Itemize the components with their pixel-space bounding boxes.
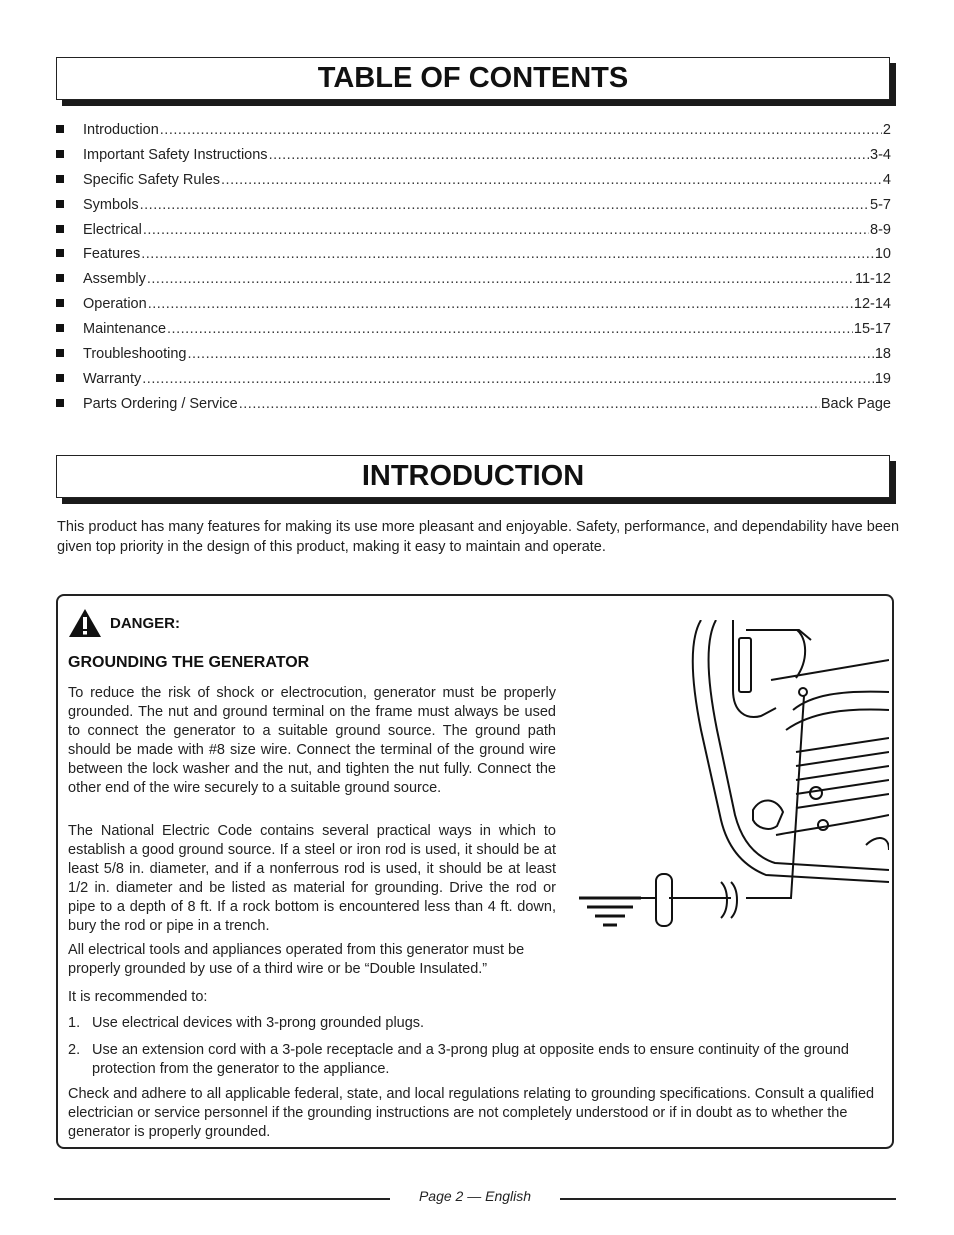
toc-page: 11-12	[854, 271, 891, 288]
toc-entry-operation[interactable]	[56, 296, 891, 321]
bullet-icon	[56, 349, 64, 357]
toc-entry-symbols[interactable]	[56, 197, 891, 222]
dot-leader	[239, 396, 820, 412]
dot-leader	[221, 172, 882, 188]
toc-entry-safety-rules[interactable]	[56, 172, 891, 197]
toc-entry-electrical[interactable]	[56, 222, 891, 247]
toc-page: 5-7	[870, 196, 891, 213]
toc-page: 8-9	[870, 221, 891, 238]
bullet-icon	[56, 274, 64, 282]
bullet-icon	[56, 150, 64, 158]
footer-rule-left	[54, 1198, 390, 1200]
dot-leader	[148, 296, 853, 312]
item-number: 1.	[68, 1015, 81, 1031]
item-text: Use an extension cord with a 3-pole receptacle and a 3-prong plug at opposite ends to ensure continuity of the ground protection from the generator to the appliance.	[92, 1042, 849, 1077]
toc-label: Operation	[83, 296, 147, 313]
page-footer: Page 2 — English	[418, 1188, 532, 1204]
toc-entry-assembly[interactable]	[56, 271, 891, 296]
dot-leader	[147, 271, 854, 287]
toc-label: Assembly	[83, 271, 146, 288]
toc-page: 10	[874, 246, 891, 263]
toc-page: 15-17	[853, 321, 891, 338]
toc-page: 2	[882, 122, 891, 138]
grounding-paragraph-1: To reduce the risk of shock or electrocution, generator must be properly grounded. The nut and ground terminal on the frame must always be used to connect the generator to a suitable ground source. The ground path should be made with #8 size wire. Connect the terminal of the ground wire between the lock washer and the nut, and tighten the nut fully. Connect the other end of the wire securely to a suitable ground source.	[68, 685, 556, 796]
toc-label: Features	[83, 246, 141, 263]
introduction-heading: INTRODUCTION	[56, 455, 890, 498]
toc-heading: TABLE OF CONTENTS	[56, 57, 890, 100]
grounding-title: GROUNDING THE GENERATOR	[68, 654, 310, 671]
danger-header	[68, 608, 180, 638]
introduction-text: This product has many features for making its use more pleasant and enjoyable. Safety, performance, and dependability have been given top priority in the design of this product, making it easy to maintain and operate.	[57, 519, 900, 555]
toc-label: Parts Ordering / Service	[83, 395, 238, 412]
grounding-paragraph-2: The National Electric Code contains several practical ways in which to establish a good ground source. If a steel or iron rod is used, it should be at least 5/8 in. diameter, and if a nonferrous rod is used, it should be at least 1/2 in. diameter and be listed as material for grounding. Drive the rod or pipe to a depth of 8 ft. If a rock bottom is encountered less than 4 ft. down, bury the rod or pipe in a trench.	[68, 823, 556, 934]
toc-label: Specific Safety Rules	[83, 171, 221, 188]
bullet-icon	[56, 399, 64, 407]
toc-page: Back Page	[820, 395, 891, 412]
warning-triangle-icon	[68, 608, 102, 638]
toc-list	[56, 122, 891, 421]
toc-page: 12-14	[853, 296, 891, 313]
dot-leader	[142, 371, 874, 387]
toc-entry-introduction[interactable]	[56, 122, 891, 147]
bullet-icon	[56, 299, 64, 307]
grounding-paragraph-4: It is recommended to:	[68, 989, 208, 1005]
toc-label: Symbols	[83, 196, 139, 213]
dot-leader	[167, 321, 853, 337]
item-text: Use electrical devices with 3-prong grounded plugs.	[92, 1015, 425, 1031]
toc-page: 3-4	[870, 146, 891, 163]
dot-leader	[143, 222, 869, 238]
toc-page: 4	[882, 171, 891, 188]
bullet-icon	[56, 175, 64, 183]
bullet-icon	[56, 125, 64, 133]
toc-entry-safety-instructions[interactable]	[56, 147, 891, 172]
bullet-icon	[56, 374, 64, 382]
dot-leader	[141, 246, 874, 262]
toc-label: Important Safety Instructions	[83, 146, 268, 163]
danger-box	[56, 594, 894, 1149]
dot-leader	[187, 346, 873, 362]
generator-grounding-illustration	[571, 620, 889, 932]
recommendation-item	[68, 1041, 878, 1079]
toc-label: Electrical	[83, 221, 142, 238]
toc-label: Maintenance	[83, 321, 167, 338]
toc-entry-maintenance[interactable]	[56, 321, 891, 346]
dot-leader	[269, 147, 869, 163]
toc-label: Warranty	[83, 370, 142, 387]
toc-label: Troubleshooting	[83, 346, 187, 363]
bullet-icon	[56, 225, 64, 233]
grounding-paragraph-5: Check and adhere to all applicable federal, state, and local regulations relating to grounding specifications. Consult a qualified electrician or service personnel if the grounding instructions are not completely understood or if in doubt as to whether the generator is properly grounded.	[68, 1086, 875, 1140]
grounding-paragraph-3: All electrical tools and appliances operated from this generator must be properly grounded by use of a third wire or be “Double Insulated.”	[68, 942, 525, 977]
bullet-icon	[56, 200, 64, 208]
toc-entry-troubleshooting[interactable]	[56, 346, 891, 371]
toc-page: 19	[874, 370, 891, 387]
toc-page: 18	[874, 346, 891, 363]
toc-entry-features[interactable]	[56, 246, 891, 271]
bullet-icon	[56, 324, 64, 332]
recommendation-item	[68, 1014, 878, 1033]
toc-entry-parts-ordering[interactable]	[56, 396, 891, 421]
dot-leader	[140, 197, 869, 213]
bullet-icon	[56, 249, 64, 257]
item-number: 2.	[68, 1042, 81, 1058]
toc-label: Introduction	[83, 122, 159, 138]
danger-label: DANGER:	[110, 614, 180, 632]
dot-leader	[160, 122, 882, 138]
footer-rule-right	[560, 1198, 896, 1200]
toc-entry-warranty[interactable]	[56, 371, 891, 396]
